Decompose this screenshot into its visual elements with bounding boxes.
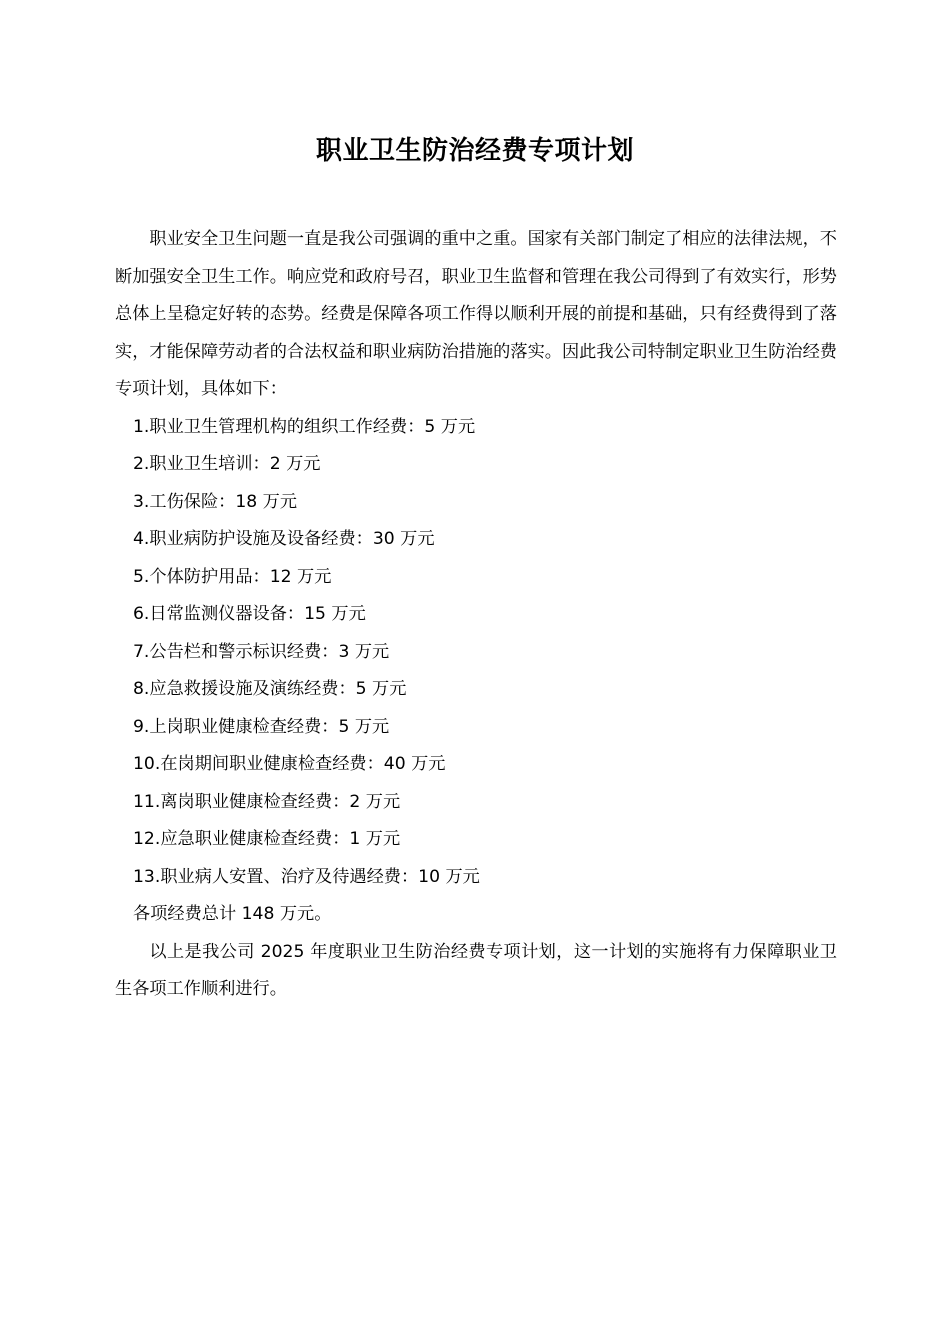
list-item: 3.工伤保险：18 万元 [133,491,298,512]
list-item: 1.职业卫生管理机构的组织工作经费：5 万元 [133,416,476,437]
list-item: 11.离岗职业健康检查经费：2 万元 [133,791,401,812]
list-item: 10.在岗期间职业健康检查经费：40 万元 [133,754,446,774]
intro-paragraph: 职业安全卫生问题一直是我公司强调的重中之重。国家有关部门制定了相应的法律法规，不断加强安全卫生工作。响应党和政府号召，职业卫生监督和管理在我公司得到了有效实行，形势总体上呈稳定好转的态势。经费是保障各项工作得以顺利开展的前提和基础，只有经费得到了落实，才能保障劳动者的合法权益和职业病防治措施的落实。因此我公司特制定职业卫生防治经费专项计划，具体如下： [115,229,837,399]
document-body [115,221,837,1009]
list-item: 7.公告栏和警示标识经费：3 万元 [133,641,390,662]
total-line: 各项经费总计 148 万元。 [133,904,332,924]
list-item: 5.个体防护用品：12 万元 [133,566,332,587]
document-title: 职业卫生防治经费专项计划 [315,136,634,166]
list-item: 4.职业病防护设施及设备经费：30 万元 [133,529,435,549]
list-item: 2.职业卫生培训：2 万元 [133,454,321,474]
list-item: 12.应急职业健康检查经费：1 万元 [133,829,401,849]
list-item: 9.上岗职业健康检查经费：5 万元 [133,716,390,737]
list-item: 8.应急救援设施及演练经费：5 万元 [133,679,407,699]
list-item: 6.日常监测仪器设备：15 万元 [133,604,366,624]
conclusion-paragraph: 以上是我公司 2025 年度职业卫生防治经费专项计划，这一计划的实施将有力保障职业卫生各项工作顺利进行。 [115,941,837,999]
list-item: 13.职业病人安置、治疗及待遇经费：10 万元 [133,866,480,887]
